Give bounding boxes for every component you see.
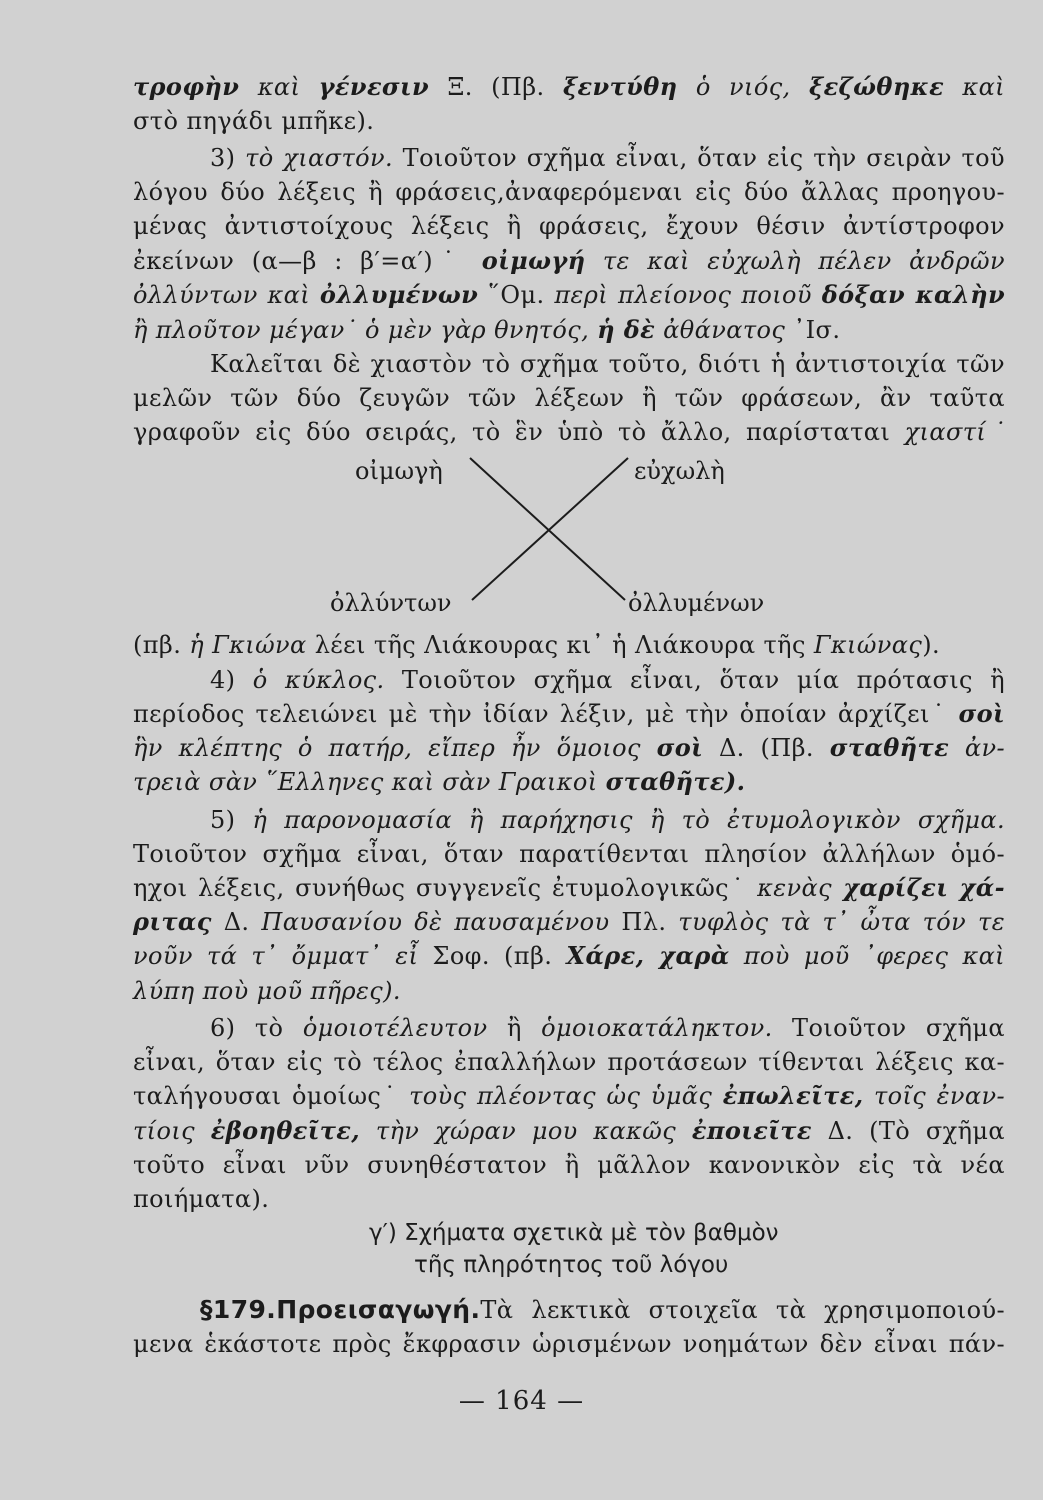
text-line [133,976,1005,1006]
text-segment: γραφοῦν εἰς δύο σειράς, τὸ ἓν ὑπὸ τὸ ἄλλο, παρίσταται [133,418,905,446]
text-segment: (πβ. [133,631,190,659]
chiasm-line-ascending [472,458,628,600]
text-segment: ἡ Γκιώνα [189,631,307,659]
text-segment: Δ. (Πβ. [703,734,830,762]
text-segment: ἀθάνατος [655,316,794,344]
text-line [133,280,1005,310]
text-segment: περὶ πλείονος ποιοῦ [554,281,822,309]
text-segment: λέει τῆς Λιάκουρας κι᾿ ἡ Λιάκουρα τῆς [306,631,814,659]
text-line [210,1013,1005,1043]
text-segment: ). [922,631,941,659]
text-segment: στὸ πηγάδι μπῆκε). [133,107,375,135]
text-segment: ἐπωλεῖτε, [722,1081,864,1110]
text-segment: 6) τὸ [210,1014,303,1042]
text-segment: 3) [210,144,246,172]
text-segment: 4) [210,666,253,694]
text-segment: ἐποιεῖτε [691,1116,812,1145]
text-segment: ὁμοιοτέλευτον [302,1014,488,1042]
text-line [210,143,1005,173]
text-segment: δόξαν καλὴν [821,280,1006,309]
text-segment: ὁ κύκλος. [252,666,385,694]
text-segment: Σοφ. (πβ. [418,942,567,970]
text-segment: τροφὴν [133,72,240,101]
text-segment: ἣν κλέπτης ὁ πατήρ, εἴπερ ἦν ὅμοιος [133,734,657,762]
text-segment: Τοιοῦτον σχῆμα εἶναι, ὅταν παρατίθενται πλησίον ἀλλήλων ὁμό- [133,840,1005,868]
section-number: §179. [200,1295,277,1324]
text-segment: ἀν- [949,734,1005,762]
text-line [133,630,1005,660]
text-line [210,349,1005,379]
text-segment: τρειὰ σὰν ῞Ελληνες καὶ σὰν Γραικοὶ [133,768,606,796]
text-segment: τὸ χιαστόν. [245,144,393,172]
text-segment: Τοιοῦτον σχῆμα εἶναι, ὅταν μία πρότασις ἢ [384,666,1005,694]
text-segment: ποὺ μοῦ ᾿φερες καὶ [729,942,1005,970]
text-segment: λόγου δύο λέξεις ἢ φράσεις,ἀναφερόμεναι εἰς δύο ἄλλας προηγου- [133,178,1005,206]
text-segment: μενα ἑκάστοτε πρὸς ἔκφρασιν ὡρισμένων νοημάτων δὲν εἶναι πάν- [133,1330,1005,1358]
chiasm-top-right-word: εὐχωλὴ [634,457,725,485]
text-line [210,665,1005,695]
text-segment: καὶ [239,73,319,101]
text-segment: τὴν χώραν μου κακῶς [360,1117,692,1145]
text-segment: τε καὶ εὐχωλὴ πέλεν ἀνδρῶν [585,247,1005,275]
text-segment: ταλήγουσαι ὁμοίως˙ [133,1082,410,1110]
chiasm-cross-lines [460,450,640,610]
section-heading-line [200,1295,1005,1325]
text-line [133,839,1005,869]
text-segment: Ξ. (Πβ. [429,73,563,101]
text-segment: λύπη ποὺ μοῦ πῆρες). [133,977,401,1005]
text-segment: σταθῆτε). [605,767,746,796]
text-line [133,941,1005,971]
text-segment: ὀλλύντων καὶ [133,281,320,309]
text-segment: ξεζώθηκε [808,72,945,101]
text-segment: Τοιοῦτον σχῆμα εἶναι, ὅταν εἰς τὴν σειρὰν τοῦ [393,144,1006,172]
text-segment: ὀλλυμένων [319,280,479,309]
text-segment: Χάρε, χαρὰ [566,941,730,970]
text-segment: Γκιώνας [813,631,923,659]
chiasm-bottom-right-word: ὀλλυμένων [628,589,765,617]
text-segment: ὁ νιός, [677,73,809,101]
text-line [133,383,1005,413]
text-segment: ηχοι λέξεις, συνήθως συγγενεῖς ἐτυμολογικῶς˙ [133,874,758,902]
text-segment: ριτας [133,907,212,936]
section-text: Τὰ λεκτικὰ στοιχεῖα τὰ χρησιμοποιού- [480,1296,1005,1324]
text-segment: σταθῆτε [829,733,950,762]
text-segment: Παυσανίου δὲ παυσαμένου [261,908,610,936]
text-segment: μελῶν τῶν δύο ζευγῶν τῶν λέξεων ἢ τῶν φράσεων, ἂν ταῦτα [133,384,1005,412]
text-line [133,1047,1005,1077]
text-segment: Τοιοῦτον σχῆμα [772,1014,1005,1042]
text-line [133,733,1005,763]
text-line [210,805,1005,835]
text-segment: ἐκείνων (α—β : β′=α′)˙ [133,247,482,275]
subheading-line-2: τῆς πληρότητος τοῦ λόγου [414,1252,729,1278]
text-line [133,177,1005,207]
text-segment: οἰμωγή [481,246,586,275]
text-line [133,907,1005,937]
text-segment: ποιήματα). [133,1185,270,1213]
chiasm-line-descending [470,458,625,600]
text-segment: Καλεῖται δὲ χιαστὸν τὸ σχῆμα τοῦτο, διότι ἡ ἀντιστοιχία τῶν [210,350,1005,378]
text-segment: κενὰς [757,874,832,902]
text-segment: τοῖς ἐναν- [863,1082,1006,1110]
text-segment: νοῦν τά τ᾿ ὄμματ᾿ εἶ [133,942,419,970]
chiasm-top-left-word: οἰμωγὴ [355,457,443,485]
section-title: Προεισαγωγή. [276,1295,481,1324]
text-segment: τίοις [133,1117,211,1145]
text-segment: γένεσιν [318,72,430,101]
text-segment: ἢ πλοῦτον μέγαν˙ ὁ μὲν γὰρ θνητός, [133,316,598,344]
text-segment: ἐβοηθεῖτε, [210,1116,361,1145]
text-segment: περίοδος τελειώνει μὲ τὴν ἰδίαν λέξιν, μὲ τὴν ὁποίαν ἀρχίζει˙ [133,700,959,728]
text-segment: χαρίζει χά- [831,873,1005,902]
text-line [133,1184,1005,1214]
text-line [133,1150,1005,1180]
text-segment: ἡ παρονομασία ἢ παρήχησις ἢ τὸ ἐτυμολογικὸν σχῆμα. [252,806,1005,834]
text-line [133,315,1005,345]
text-segment: τοῦτο εἶναι νῦν συνηθέστατον ἢ μᾶλλον κανονικὸν εἰς τὰ νέα [133,1151,1005,1179]
text-segment: τοὺς πλέοντας ὡς ὑμᾶς [409,1082,723,1110]
text-segment: ἡ δὲ [597,315,656,344]
text-segment: Πλ. [609,908,679,936]
page-number: — 164 — [458,1386,585,1416]
text-line [133,1116,1005,1146]
text-segment: χιαστί˙ [904,418,1005,446]
text-line [133,767,1005,797]
text-segment: σοὶ [656,733,704,762]
text-line [133,1081,1005,1111]
text-segment: τυφλὸς τὰ τ᾿ ὦτα τόν τε [678,908,1005,936]
text-line [133,417,1005,447]
text-line [133,246,1005,276]
text-segment: Δ. [211,908,262,936]
chiasm-bottom-left-word: ὀλλύντων [330,589,452,617]
text-line [133,1329,1005,1359]
text-segment: 5) [210,806,253,834]
text-line [133,873,1005,903]
subheading-line-1: γ′) Σχήματα σχετικὰ μὲ τὸν βαθμὸν [369,1220,779,1246]
text-line [133,699,1005,729]
text-segment: μένας ἀντιστοίχους λέξεις ἢ φράσεις, ἔχουν θέσιν ἀντίστροφον [133,212,1005,240]
text-line [133,106,1005,136]
text-segment: καὶ [944,73,1005,101]
text-segment: ἢ [487,1014,542,1042]
text-segment: εἶναι, ὅταν εἰς τὸ τέλος ἐπαλλήλων προτάσεων τίθενται λέξεις κα- [133,1048,1005,1076]
text-segment: Δ. (Τὸ σχῆμα [811,1117,1005,1145]
text-segment: ᾿Ισ. [793,316,841,344]
text-segment: ῞Ομ. [478,281,555,309]
text-line [133,211,1005,241]
text-line [133,72,1005,102]
text-segment: ὁμοιοκατάληκτον. [541,1014,773,1042]
text-segment: ξεντύθη [562,72,678,101]
text-segment: σοὶ [958,699,1005,728]
